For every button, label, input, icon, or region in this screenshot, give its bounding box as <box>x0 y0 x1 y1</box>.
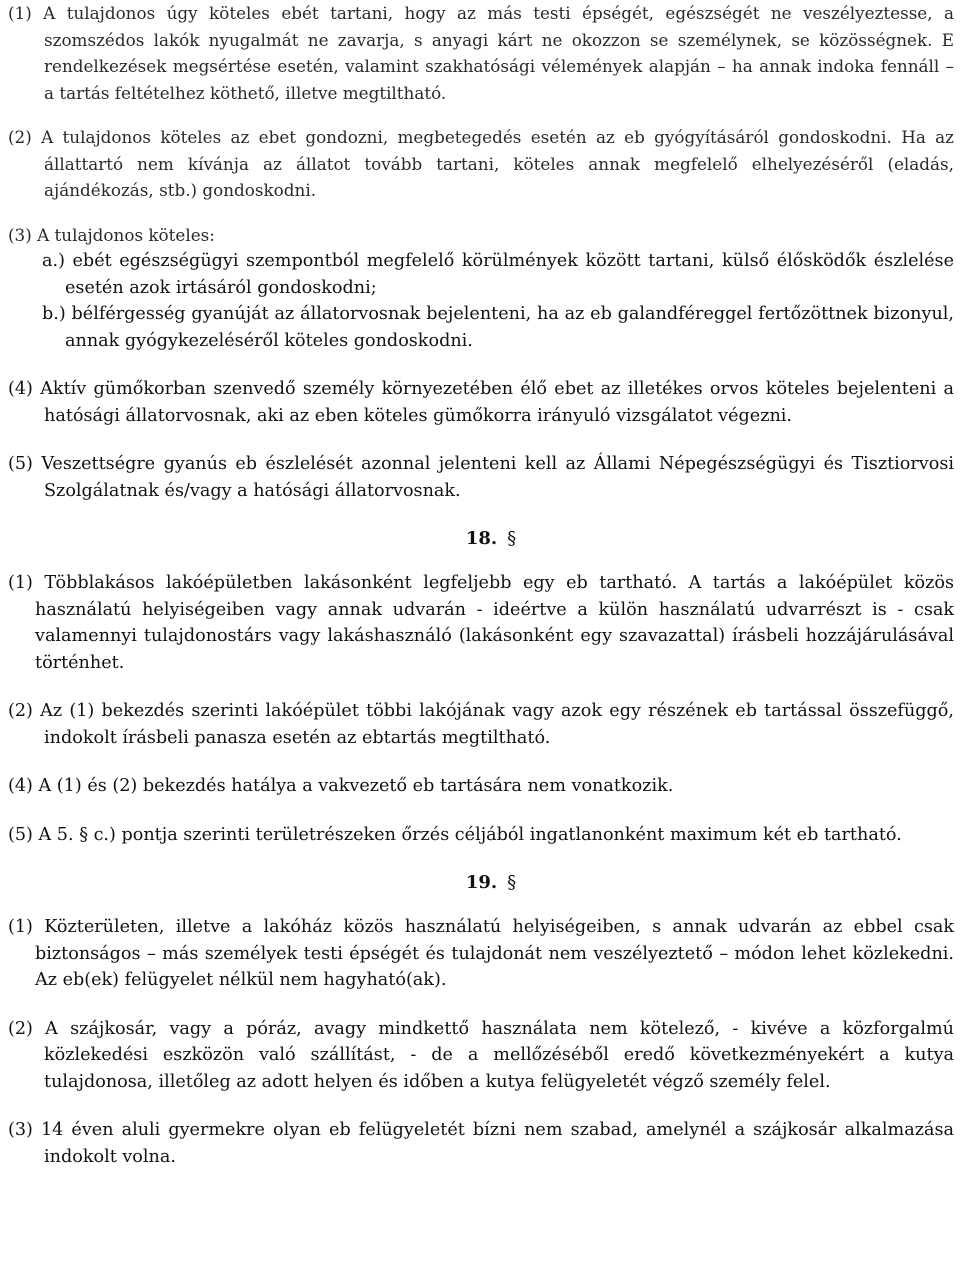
paragraph-19-1: (1) Közterületen, illetve a lakóház közös használatú helyiségeiben, s annak udvarán az ebbel csak biztonságos – más személyek testi épségét és tulajdonát nem veszélyeztető – módon lehet közlekedni. Az eb(ek) felügyelet nélkül nem hagyható(ak). <box>8 917 954 990</box>
section-sign: § <box>507 872 517 893</box>
paragraph-17-1: (1) A tulajdonos úgy köteles ebét tartani, hogy az más testi épségét, egészségét ne veszélyeztesse, a szomszédos lakók nyugalmát ne zavarja, s anyagi kárt ne okozzon se személynek, se közösségnek. E rendelkezések megsértése esetén, valamint szakhatósági vélemények alapján – ha annak indoka fennáll – a tartás feltételhez köthető, illetve megtiltható. <box>8 3 954 103</box>
section-number: 18. <box>465 528 498 549</box>
paragraph-19-3: (3) 14 éven aluli gyermekre olyan eb felügyeletét bízni nem szabad, amelynél a szájkosár alkalmazása indokolt volna. <box>8 1120 954 1167</box>
paragraph-18-5: (5) A 5. § c.) pontja szerinti területrészeken őrzés céljából ingatlanonként maximum két eb tartható. <box>8 824 902 845</box>
section-heading-19 <box>8 870 954 896</box>
paragraph-17-4: (4) Aktív gümőkorban szenvedő személy környezetében élő ebet az illetékes orvos köteles bejelenteni a hatósági állatorvosnak, aki az eben köteles gümőkorra irányuló vizsgálatot végezni. <box>8 379 954 426</box>
paragraph-18-4: (4) A (1) és (2) bekezdés hatálya a vakvezető eb tartására nem vonatkozik. <box>8 776 674 796</box>
section-heading-18 <box>8 526 954 552</box>
paragraph-18-1: (1) Többlakásos lakóépületben lakásonként legfeljebb egy eb tartható. A tartás a lakóépület közös használatú helyiségeiben vagy annak udvarán - ideértve a külön használatú udvarrészt is - csak valamennyi tulajdonostárs vagy lakáshasználó (lakásonként egy szavazattal) írásbeli hozzájárulásával történhet. <box>8 573 954 673</box>
paragraph-19-2: (2) A szájkosár, vagy a póráz, avagy mindkettő használata nem kötelező, - kivéve a közforgalmú közlekedési eszközön való szállítást, - de a mellőzéséből eredő következményekért a kutya tulajdonosa, illetőleg az adott helyen és időben a kutya felügyeletét végző személy felel. <box>8 1018 954 1092</box>
section-sign: § <box>507 528 517 549</box>
list-item-a: a.) ebét egészségügyi szempontból megfelelő körülmények között tartani, külső élősködők észlelése esetén azok irtásáról gondoskodni; <box>42 251 954 298</box>
paragraph-18-2: (2) Az (1) bekezdés szerinti lakóépület többi lakójának vagy azok egy részének eb tartással összefüggő, indokolt írásbeli panasza esetén az ebtartás megtiltható. <box>8 701 954 748</box>
paragraph-17-2: (2) A tulajdonos köteles az ebet gondozni, megbetegedés esetén az eb gyógyításáról gondoskodni. Ha az állattartó nem kívánja az állatot tovább tartani, köteles annak megfelelő elhelyezéséről (eladás, ajándékozás, stb.) gondoskodni. <box>8 127 954 200</box>
paragraph-17-3: (3) A tulajdonos köteles: <box>8 224 215 245</box>
obligation-list <box>8 248 954 354</box>
section-number: 19. <box>465 872 498 893</box>
paragraph-17-5: (5) Veszettségre gyanús eb észlelését azonnal jelenteni kell az Állami Népegészségügyi és Tisztiorvosi Szolgálatnak és/vagy a hatósági állatorvosnak. <box>8 454 954 501</box>
list-item-b: b.) bélférgesség gyanúját az állatorvosnak bejelenteni, ha az eb galandféreggel fertőzöttnek bizonyul, annak gyógykezeléséről köteles gondoskodni. <box>42 304 954 351</box>
document-page <box>8 0 954 1170</box>
